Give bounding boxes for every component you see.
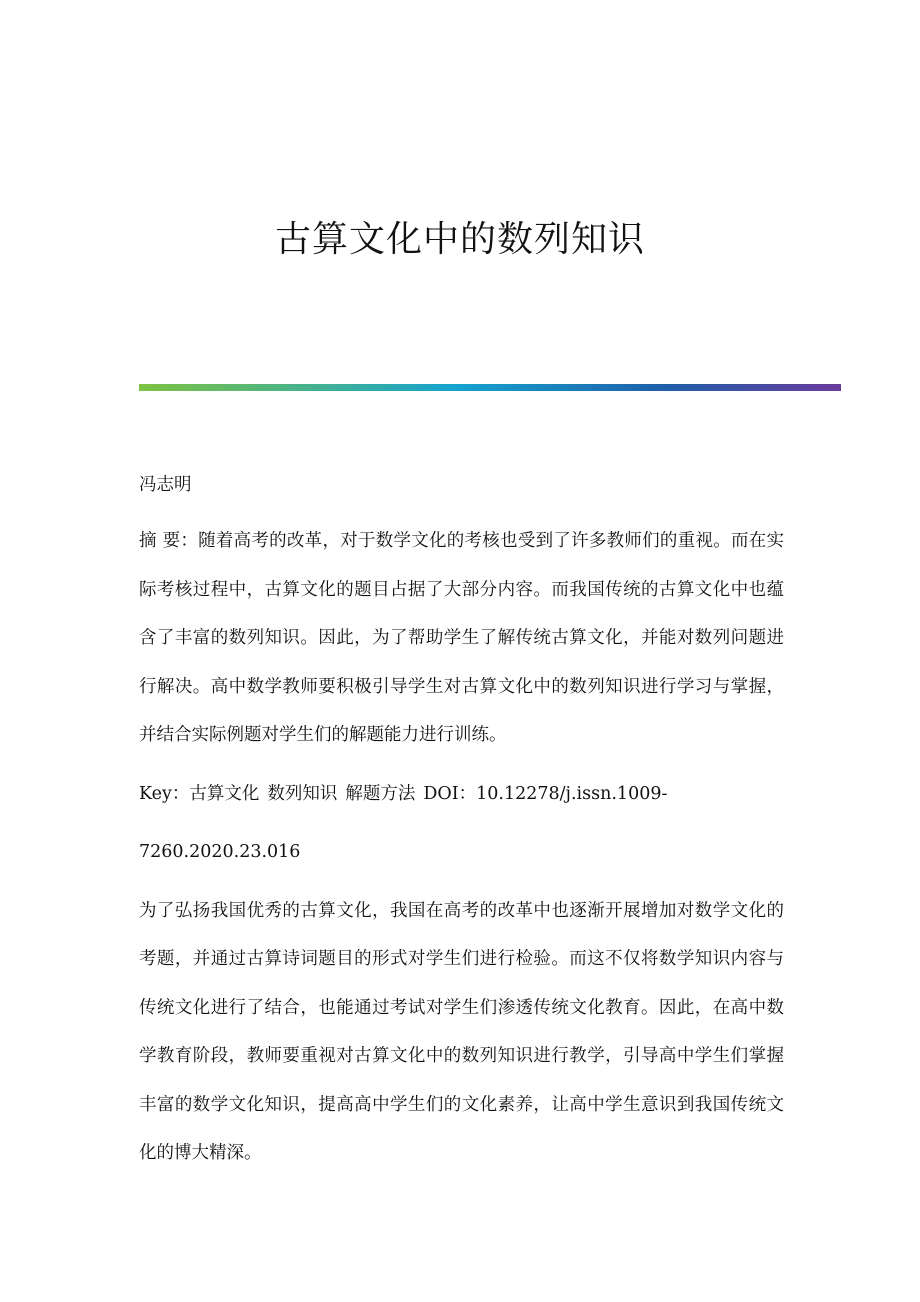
doi-value: 10.12278/j.issn.1009- xyxy=(476,783,668,804)
keywords-label: Key： xyxy=(139,783,190,804)
doi-continuation: 7260.2020.23.016 xyxy=(139,842,301,862)
article-body xyxy=(139,463,784,1178)
keyword: 解题方法 xyxy=(345,783,416,804)
keywords-line xyxy=(139,770,784,819)
keyword: 古算文化 xyxy=(189,783,260,804)
keyword: 数列知识 xyxy=(267,783,338,804)
doi-label: DOI： xyxy=(423,783,477,804)
document-title: 古算文化中的数列知识 xyxy=(274,219,645,260)
title-divider xyxy=(139,384,841,391)
body-paragraph: 为了弘扬我国优秀的古算文化，我国在高考的改革中也逐渐开展增加对数学文化的考题，并通过古算诗词题目的形式对学生们进行检验。而这不仅将数学知识内容与传统文化进行了结合，也能通过考试对学生们渗透传统文化教育。因此，在高中数学教育阶段，教师要重视对古算文化中的数列知识进行教学，引导高中学生们掌握丰富的数学文化知识，提高高中学生们的文化素养，让高中学生意识到我国传统文化的博大精深。 xyxy=(139,900,784,1163)
author-name: 冯志明 xyxy=(139,475,192,495)
abstract: 摘 要：随着高考的改革，对于数学文化的考核也受到了许多教师们的重视。而在实际考核过程中，古算文化的题目占据了大部分内容。而我国传统的古算文化中也蕴含了丰富的数列知识。因此，为了帮助学生了解传统古算文化，并能对数列问题进行解决。高中数学教师要积极引导学生对古算文化中的数列知识进行学习与掌握，并结合实际例题对学生们的解题能力进行训练。 xyxy=(139,531,784,745)
